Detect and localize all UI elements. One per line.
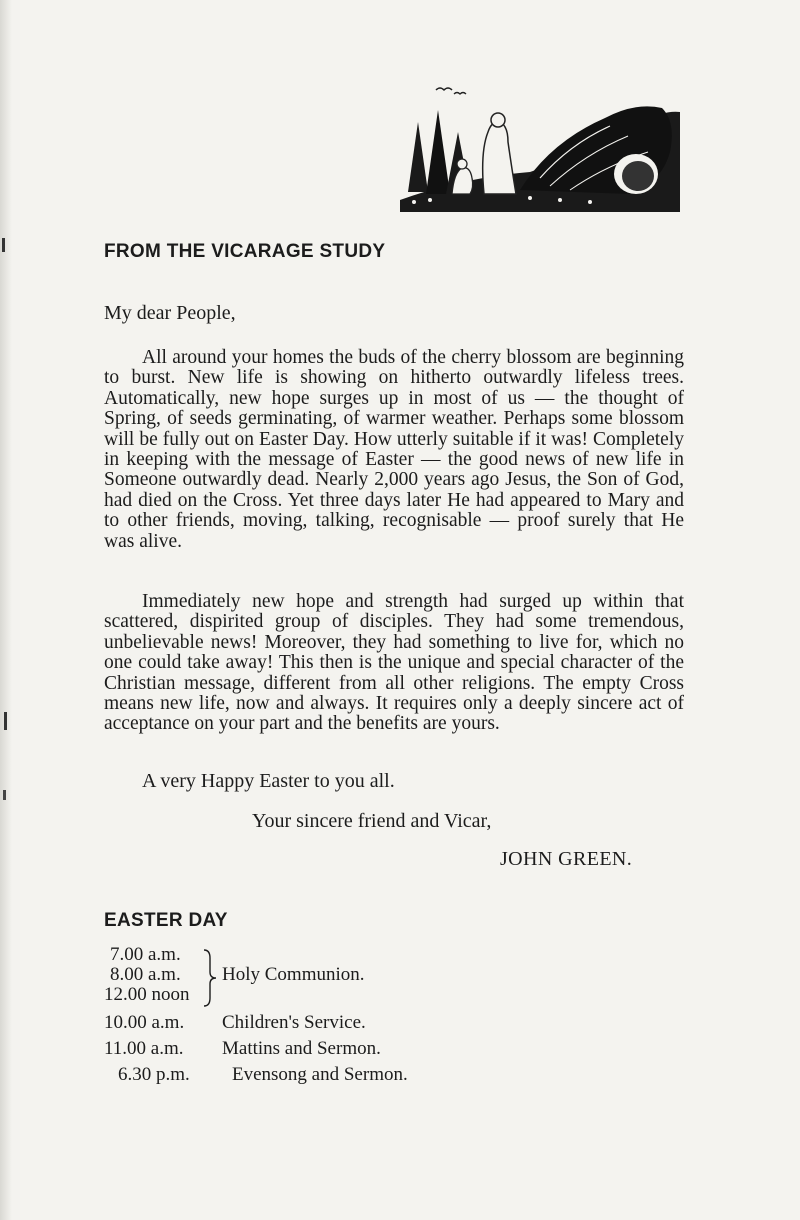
letter-paragraph-1: All around your homes the buds of the cherry blossom are beginning to burst. New life is showing on hitherto outwardly lifeless trees. Automatically, new hope surges up in most of us — the thought of Spring, of seeds germinating, of warmer weather. Perhaps some blossom will be fully out on Easter Day. How utterly suitable if it was! Completely in keeping with the message of Easter — the good news of new life in Someone outwardly dead. Nearly 2,000 years ago Jesus, the Son of God, had died on the Cross. Yet three days later He had appeared to Mary and to other friends, moving, talking, recognisable — proof surely that He was alive. bbox=[104, 347, 684, 552]
easter-wish: A very Happy Easter to you all. bbox=[142, 770, 395, 792]
communion-time-1: 7.00 a.m. bbox=[110, 944, 181, 965]
communion-time-2: 8.00 a.m. bbox=[110, 964, 181, 985]
signoff: Your sincere friend and Vicar, bbox=[252, 810, 492, 832]
scan-mark bbox=[2, 238, 5, 252]
easter-day-heading: EASTER DAY bbox=[104, 910, 228, 931]
service-name: Children's Service. bbox=[222, 1012, 366, 1033]
page-edge-shadow bbox=[0, 0, 12, 1220]
service-name: Mattins and Sermon. bbox=[222, 1038, 381, 1059]
communion-time-3: 12.00 noon bbox=[104, 984, 190, 1005]
salutation: My dear People, bbox=[104, 302, 236, 324]
scan-mark bbox=[3, 790, 6, 800]
vicar-signature: JOHN GREEN. bbox=[500, 848, 633, 870]
service-time: 11.00 a.m. bbox=[104, 1038, 184, 1059]
letter-paragraph-2: Immediately new hope and strength had surged up within that scattered, dispirited group of disciples. They had some tremendous, unbelievable news! Moreover, they had something to live for, which no one could take away! This then is the unique and special character of the Christian message, different from all other religions. The empty Cross means new life, now and always. It requires only a deeply sincere act of acceptance on your part and the benefits are yours. bbox=[104, 591, 684, 735]
brace-icon bbox=[200, 948, 220, 1008]
scan-mark bbox=[4, 712, 7, 730]
service-time: 10.00 a.m. bbox=[104, 1012, 185, 1033]
service-time: 6.30 p.m. bbox=[118, 1064, 190, 1085]
communion-label: Holy Communion. bbox=[222, 964, 365, 985]
article-heading: FROM THE VICARAGE STUDY bbox=[104, 241, 386, 262]
service-name: Evensong and Sermon. bbox=[232, 1064, 408, 1085]
resurrection-garden-tomb-illustration bbox=[400, 82, 680, 212]
